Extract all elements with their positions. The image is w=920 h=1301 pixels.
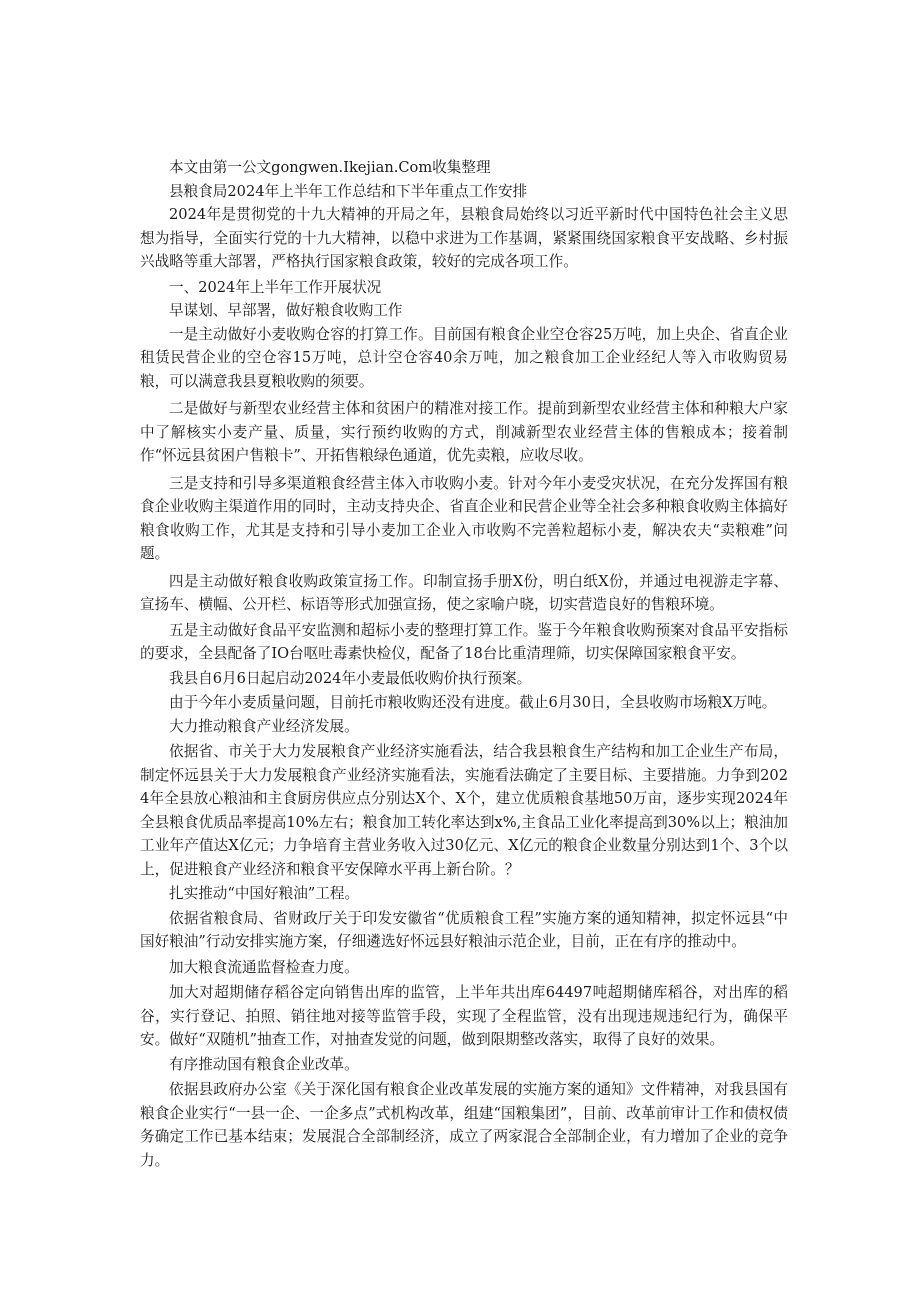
section-heading: 一、2024年上半年工作开展状况 [169, 278, 382, 296]
body-paragraph: 五是主动做好食品平安监测和超标小麦的整理打算工作。鉴于今年粮食收购预案对食品平安指标的要求，全县配备了IO台呕吐毒素快检仪，配备了18台比重清理筛，切实保障国家粮食平安。 [140, 621, 788, 662]
body-paragraph: 三是支持和引导多渠道粮食经营主体入市收购小麦。针对今年小麦受灾状况，在充分发挥国有粮食企业收购主渠道作用的同时，主动支持央企、省直企业和民营企业等全社会多种粮食收购主体搞好粮食收购工作，尤其是支持和引导小麦加工企业入市收购不完善粒超标小麦，解决农夫“卖粮难”问题。 [140, 474, 788, 562]
source-line: 本文由第一公文gongwen.Ikejian.Com收集整理 [169, 159, 491, 176]
body-paragraph: 由于今年小麦质量问题，目前托市粮收购还没有进度。截止6月30日，全县收购市场粮X万吨。 [169, 694, 777, 711]
body-paragraph: 二是做好与新型农业经营主体和贫困户的精准对接工作。提前到新型农业经营主体和种粮大户家中了解核实小麦产量、质量，实行预约收购的方式，削减新型农业经营主体的售粮成本；接着制作“怀远县贫困户售粮卡”、开拓售粮绿色通道，优先卖粮，应收尽收。 [140, 400, 788, 464]
body-paragraph: 加大对超期储存稻谷定向销售出库的监管，上半年共出库64497吨超期储库稻谷，对出库的稻谷，实行登记、拍照、销往地对接等监管手段，实现了全程监管，没有出现违规违纪行为，确保平安。做好“双随机”抽查工作，对抽查发觉的问题，做到限期整改落实，取得了良好的效果。 [140, 984, 788, 1048]
body-paragraph: 依据省粮食局、省财政厅关于印发安徽省“优质粮食工程”实施方案的通知精神，拟定怀远县“中国好粮油”行动安排实施方案，仔细遴选好怀远县好粮油示范企业，目前，正在有序的推动中。 [140, 909, 788, 950]
subheading: 有序推动国有粮食企业改革。 [169, 1055, 359, 1073]
intro-paragraph: 2024年是贯彻党的十九大精神的开局之年，县粮食局始终以习近平新时代中国特色社会主义思想为指导，全面实行党的十九大精神，以稳中求进为工作基调，紧紧围绕国家粮食平安战略、乡村振兴战略等重大部署，严格执行国家粮食政策，较好的完成各项工作。 [140, 206, 788, 270]
body-paragraph: 我县自6月6日起启动2024年小麦最低收购价执行预案。 [169, 669, 532, 687]
body-paragraph: 依据省、市关于大力发展粮食产业经济实施看法，结合我县粮食生产结构和加工企业生产布局，制定怀远县关于大力发展粮食产业经济实施看法，实施看法确定了主要目标、主要措施。力争到2024年全县放心粮油和主食厨房供应点分别达X个、X个，建立优质粮食基地50万亩，逐步实现2024年全县粮食优质品率提高10%左右；粮食加工转化率达到x%,主食品工业化率提高到30%以上；粮油加工业年产值达X亿元；力争培育主营业务收入过30亿元、X亿元的粮食企业数量分别达到1个、3个以上，促进粮食产业经济和粮食平安保障水平再上新台阶。？ [140, 743, 788, 878]
document-title: 县粮食局2024年上半年工作总结和下半年重点工作安排 [169, 182, 528, 200]
subheading: 加大粮食流通监督检查力度。 [169, 958, 359, 976]
subheading: 大力推动粮食产业经济发展。 [169, 717, 359, 735]
document-page [140, 156, 788, 1172]
body-paragraph: 一是主动做好小麦收购仓容的打算工作。目前国有粮食企业空仓容25万吨，加上央企、省直企业租赁民营企业的空仓容15万吨，总计空仓容40余万吨，加之粮食加工企业经纪人等入市收购贸易粮，可以满意我县夏粮收购的须要。 [140, 325, 788, 390]
subheading: 扎实推动“中国好粮油”工程。 [169, 885, 360, 902]
subheading: 早谋划、早部署，做好粮食收购工作 [169, 302, 403, 319]
body-paragraph: 依据县政府办公室《关于深化国有粮食企业改革发展的实施方案的通知》文件精神，对我县国有粮食企业实行“一县一企、一企多点”式机构改革，组建“国粮集团”，目前、改革前审计工作和债权债务确定工作已基本结束；发展混合全部制经济，成立了两家混合全部制企业，有力增加了企业的竞争力。 [140, 1081, 788, 1169]
body-paragraph: 四是主动做好粮食收购政策宣扬工作。印制宣扬手册X份，明白纸X份，并通过电视游走字幕、宣扬车、横幅、公开栏、标语等形式加强宣扬，使之家喻户晓，切实营造良好的售粮环境。 [140, 572, 788, 613]
